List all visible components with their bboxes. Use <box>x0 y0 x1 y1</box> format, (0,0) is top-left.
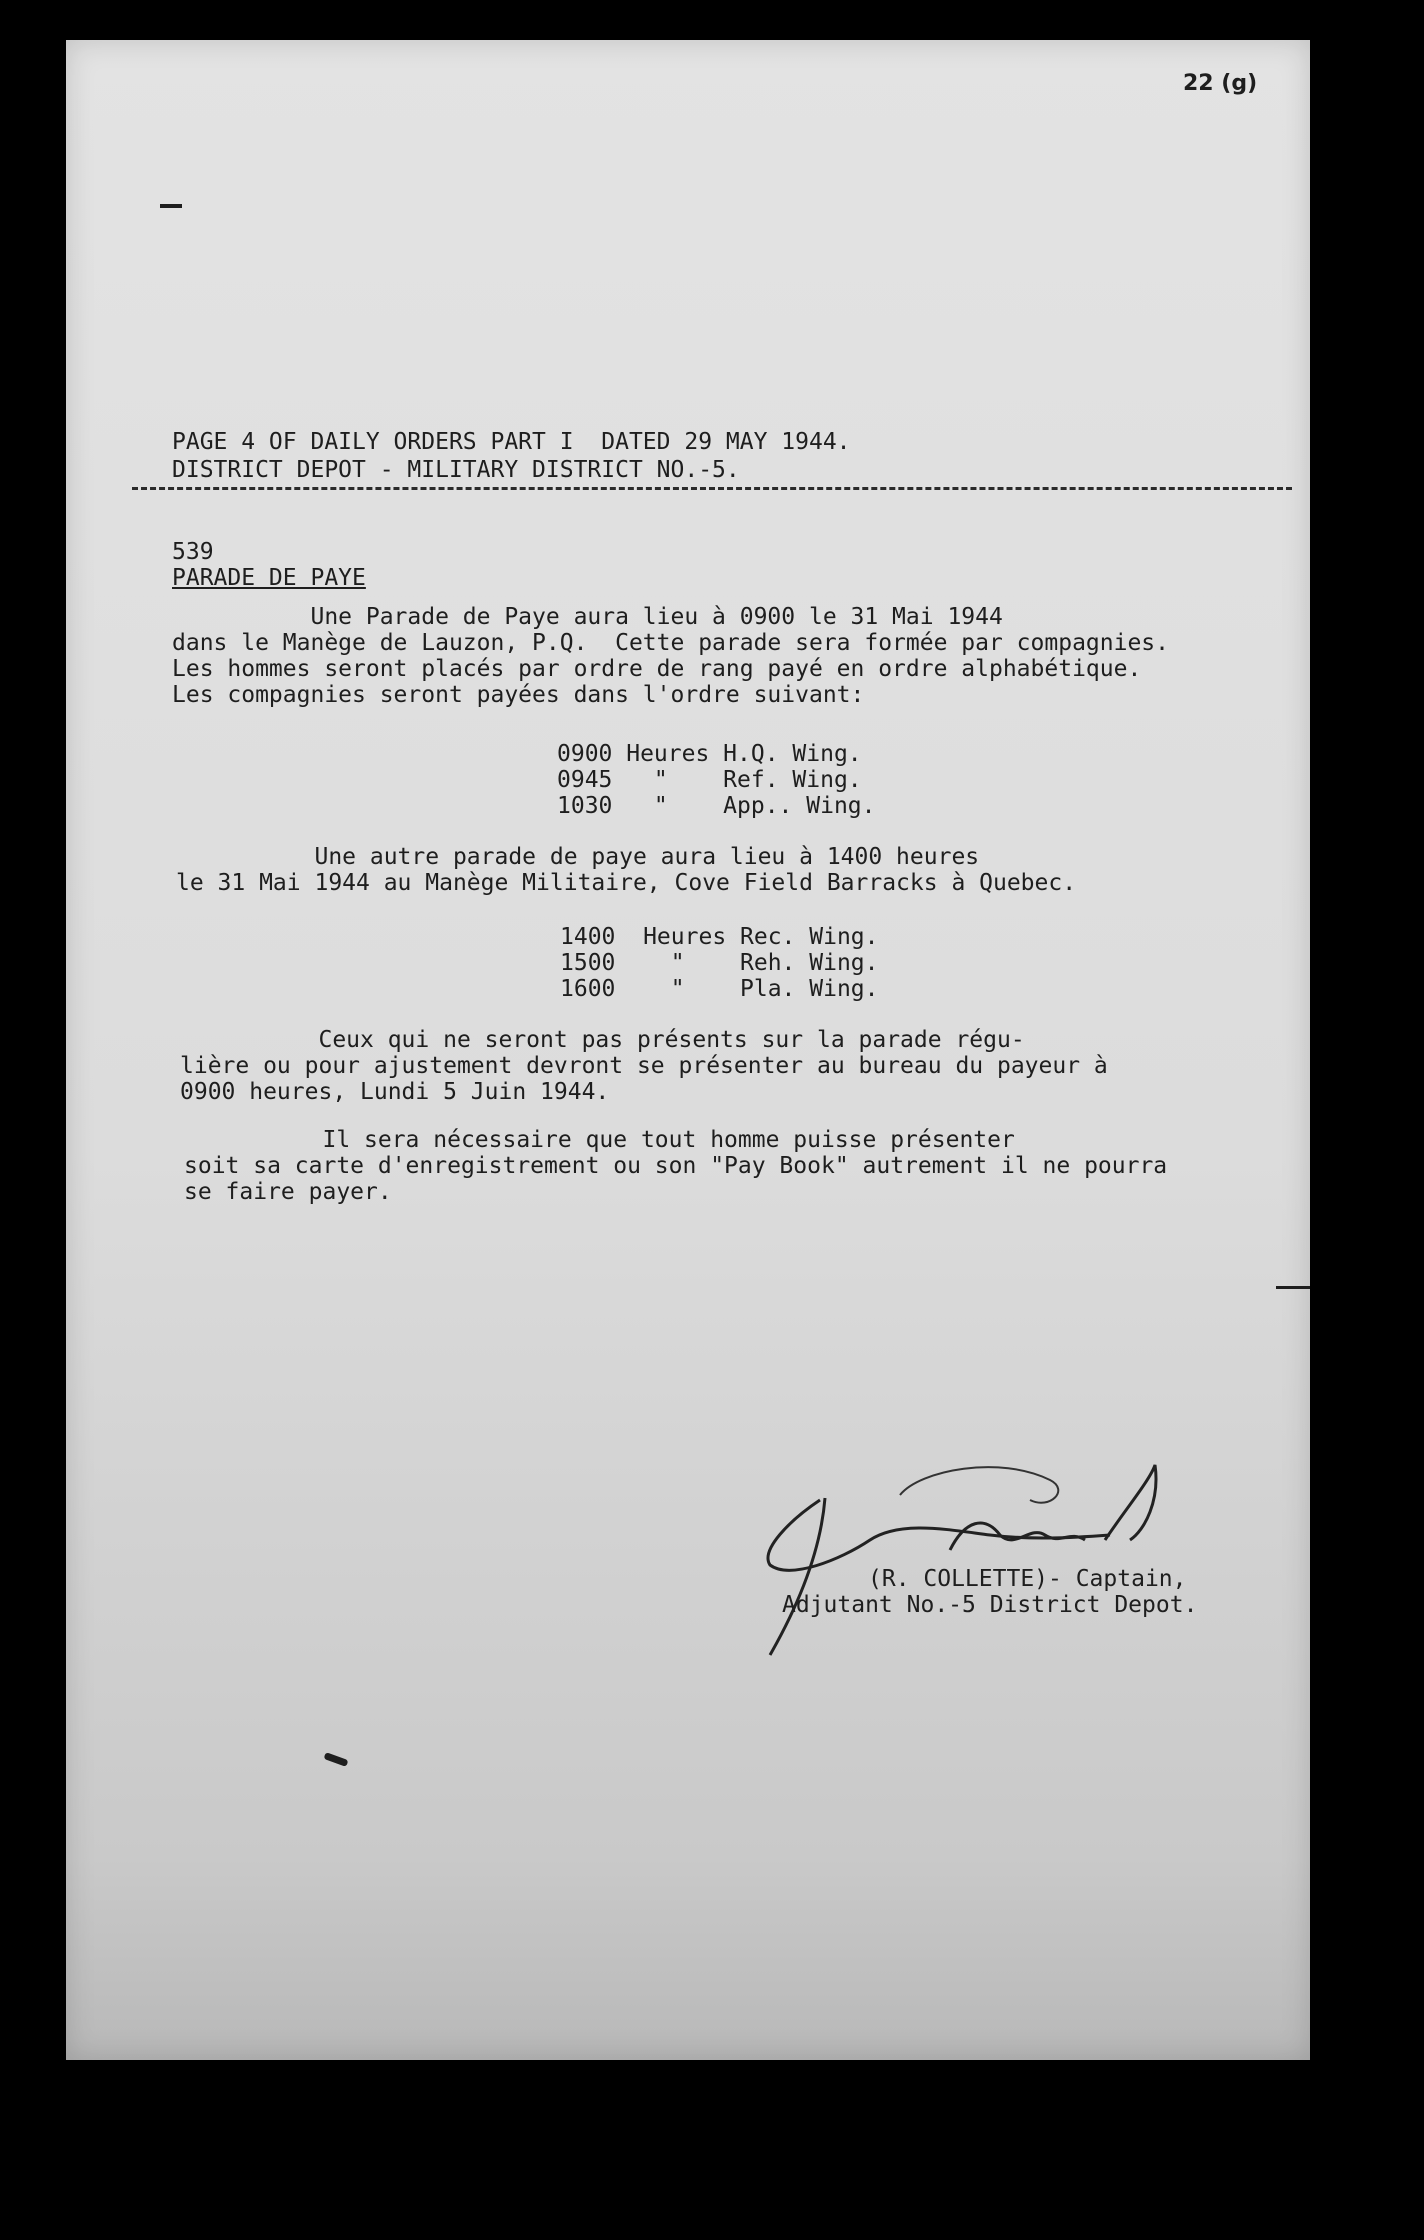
divider <box>132 487 1292 490</box>
text-line: Une Parade de Paye aura lieu à 0900 le 31 Mai 1944 <box>172 604 1003 630</box>
order-title: PARADE DE PAYE <box>172 565 366 591</box>
schedule-row: 1400 Heures Rec. Wing. <box>560 924 879 950</box>
text-line: Une autre parade de paye aura lieu à 1400 heures <box>176 844 980 870</box>
order-number: 539 <box>172 539 214 565</box>
schedule-row: 1600 " Pla. Wing. <box>560 976 879 1002</box>
text-line: se faire payer. <box>184 1179 392 1205</box>
text-line: Il sera nécessaire que tout homme puisse présenter <box>184 1127 1015 1153</box>
ink-mark <box>1276 1286 1310 1289</box>
header-line-2: DISTRICT DEPOT - MILITARY DISTRICT NO.-5. <box>172 457 740 483</box>
text-line: lière ou pour ajustement devront se présenter au bureau du payeur à <box>180 1053 1108 1079</box>
ink-mark <box>160 204 182 208</box>
text-line: Les hommes seront placés par ordre de rang payé en ordre alphabétique. <box>172 656 1142 682</box>
schedule-row: 0945 " Ref. Wing. <box>557 767 862 793</box>
text-line: le 31 Mai 1944 au Manège Militaire, Cove Field Barracks à Quebec. <box>176 870 1077 896</box>
text-line: soit sa carte d'enregistrement ou son "Pay Book" autrement il ne pourra <box>184 1153 1168 1179</box>
schedule-row: 1500 " Reh. Wing. <box>560 950 879 976</box>
text-line: 0900 heures, Lundi 5 Juin 1944. <box>180 1079 610 1105</box>
text-line: Ceux qui ne seront pas présents sur la parade régu- <box>180 1027 1025 1053</box>
page-number: 22 (g) <box>1183 71 1258 96</box>
text-line: dans le Manège de Lauzon, P.Q. Cette parade sera formée par compagnies. <box>172 630 1169 656</box>
signatory-name: (R. COLLETTE)- Captain, <box>868 1566 1187 1592</box>
signatory-title: Adjutant No.-5 District Depot. <box>782 1592 1198 1618</box>
text-line: Les compagnies seront payées dans l'ordre suivant: <box>172 682 865 708</box>
header-line-1: PAGE 4 OF DAILY ORDERS PART I DATED 29 MAY 1944. <box>172 429 851 455</box>
schedule-row: 0900 Heures H.Q. Wing. <box>557 741 862 767</box>
schedule-row: 1030 " App.. Wing. <box>557 793 876 819</box>
handwritten-signature <box>750 1440 1230 1660</box>
